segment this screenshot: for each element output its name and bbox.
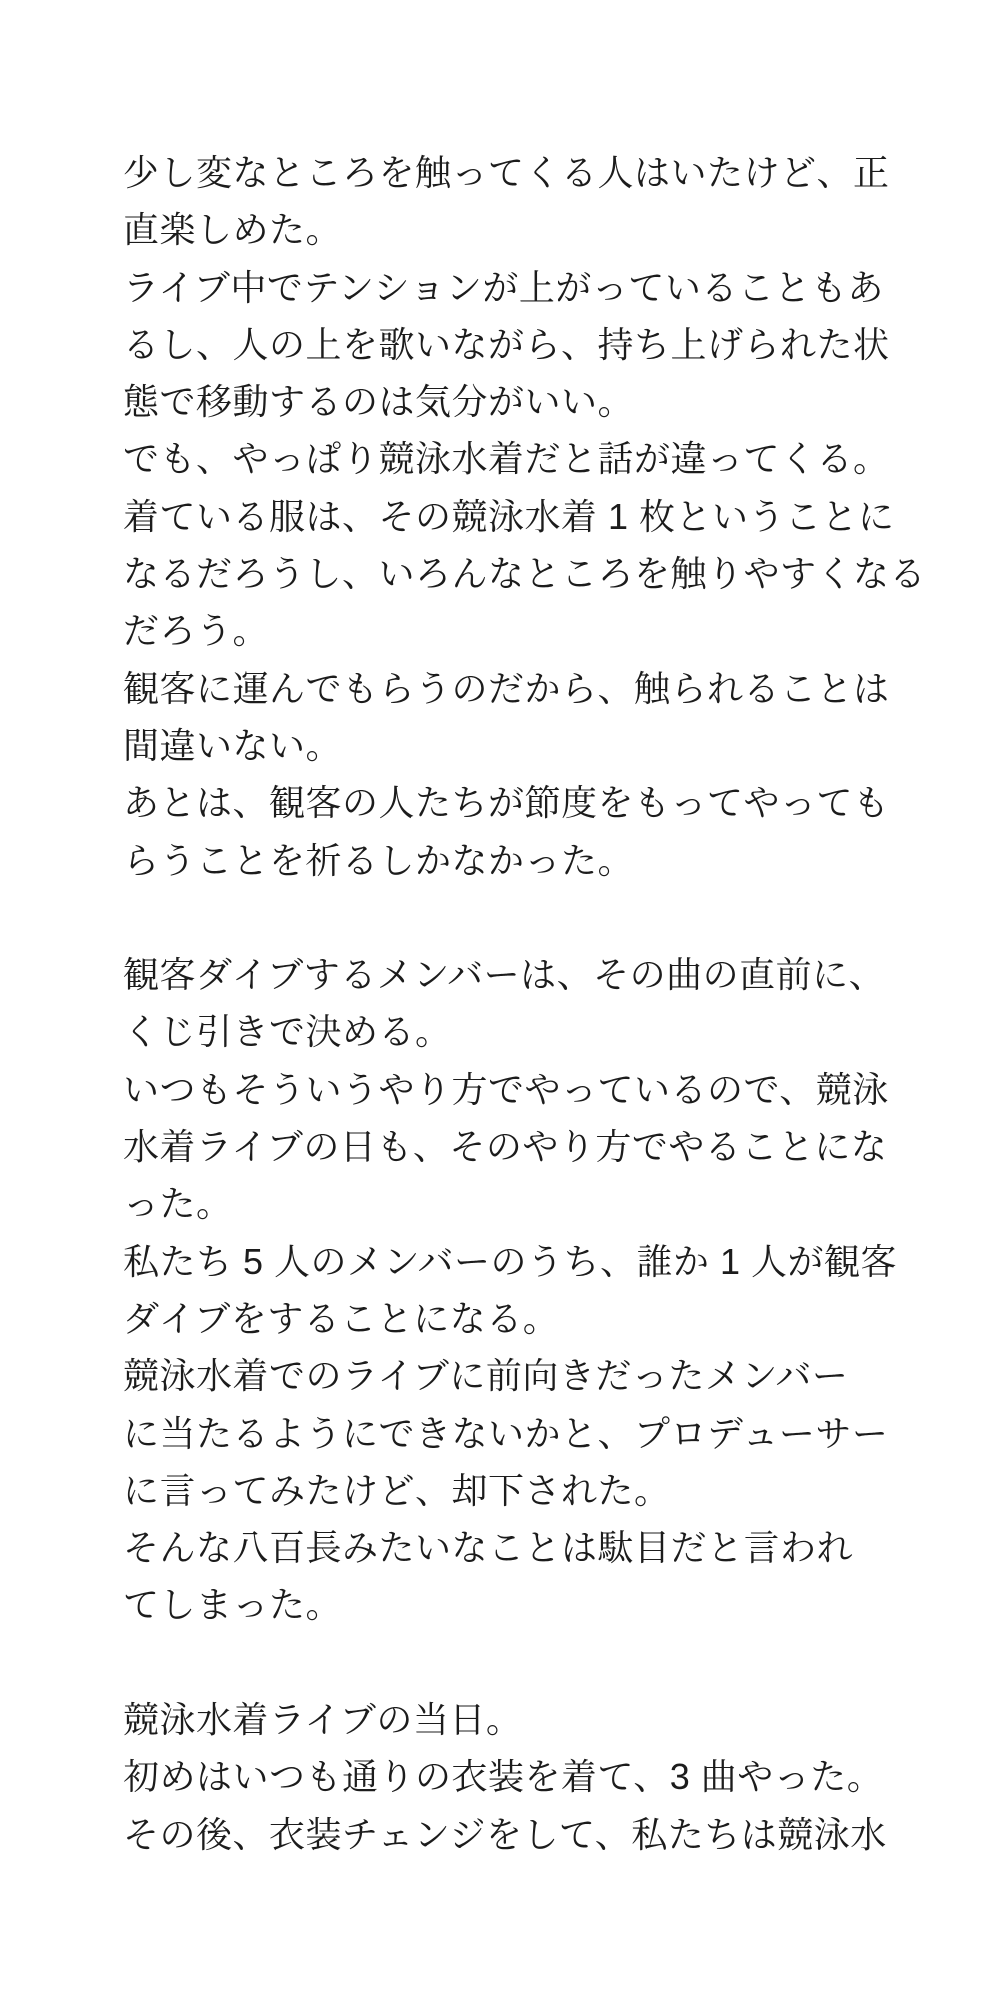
blank-line: [123, 1634, 913, 1691]
text-line: 私たち 5 人のメンバーのうち、誰か 1 人が観客: [123, 1240, 898, 1282]
text-line: るし、人の上を歌いながら、持ち上げられた状: [123, 323, 890, 365]
blank-line: [123, 889, 913, 946]
text-line: 間違いない。: [123, 724, 343, 766]
text-line: 態で移動するのは気分がいい。: [123, 381, 635, 423]
text-line: そんな八百長みたいなことは駄目だと言われ: [123, 1527, 854, 1569]
text-line: 観客ダイブするメンバーは、その曲の直前に、: [123, 954, 886, 996]
text-line: てしまった。: [123, 1584, 343, 1626]
text-line: 着ている服は、その競泳水着 1 枚ということに: [123, 495, 895, 537]
text-line: その後、衣装チェンジをして、私たちは競泳水: [123, 1813, 887, 1855]
text-line: 競泳水着でのライブに前向きだったメンバー: [123, 1355, 849, 1397]
text-line: 初めはいつも通りの衣装を着て、3 曲やった。: [123, 1756, 884, 1798]
text-line: 観客に運んでもらうのだから、触られることは: [123, 667, 890, 709]
text-line: 水着ライブの日も、そのやり方でやることにな: [123, 1126, 888, 1168]
text-line: った。: [123, 1183, 233, 1225]
text-line: だろう。: [123, 610, 270, 652]
text-line: 直楽しめた。: [123, 209, 343, 251]
text-line: 少し変なところを触ってくる人はいたけど、正: [123, 152, 890, 193]
text-line: に当たるようにできないかと、プロデューサー: [123, 1412, 889, 1454]
text-line: 競泳水着ライブの当日。: [123, 1699, 523, 1741]
text-line: ライブ中でテンションが上がっていることもあ: [123, 266, 884, 308]
story-text: [123, 144, 927, 1863]
text-line: らうことを祈るしかなかった。: [123, 839, 635, 881]
text-line: あとは、観客の人たちが節度をもってやっても: [123, 782, 890, 824]
text-line: なるだろうし、いろんなところを触りやすくなる: [123, 553, 927, 595]
text-line: ダイブをすることになる。: [123, 1297, 560, 1339]
text-line: いつもそういうやり方でやっているので、競泳: [123, 1068, 889, 1110]
text-line: に言ってみたけど、却下された。: [123, 1469, 671, 1511]
text-line: くじ引きで決める。: [123, 1011, 452, 1053]
text-line: でも、やっぱり競泳水着だと話が違ってくる。: [123, 438, 890, 480]
